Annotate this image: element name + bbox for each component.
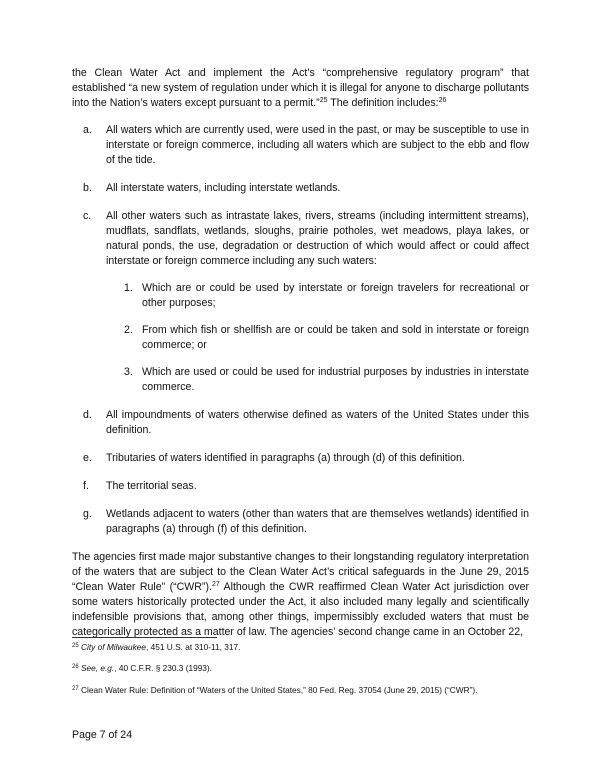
closing-paragraph: The agencies first made major substantive changes to their longstanding regulatory interpretation of the waters that are subject to the Clean Water Act’s critical safeguards in the June 29, 2015 “Clean Water Rule” (“CWR”).$^{27}$ Although the CWR reaffirmed Clean Water Act jurisdiction over some waters historically protected under the Act, it also included many legally and scientifically indefensible provisions that, among other things, impermissibly excluded waters that must be categorically protected as a matter of law. The agencies’ second change came in an October 22, (72, 551, 529, 638)
definition-item-a: a. All waters which are currently used, were used in the past, or may be susceptible to use in interstate or foreign commerce, including all waters which are subject to the ebb and flow of the tide. (83, 124, 529, 166)
definition-item-f: f. The territorial seas. (83, 480, 197, 492)
page-number: Page 7 of 24 (72, 729, 133, 741)
sub-item-3: 3. Which are used or could be used for industrial purposes by industries in interstate commerce. (124, 366, 529, 393)
definition-item-g: g. Wetlands adjacent to waters (other than waters that are themselves wetlands) identified in paragraphs (a) through (f) of this definition. (83, 508, 529, 535)
definition-item-b: b. All interstate waters, including interstate wetlands. (83, 182, 341, 194)
sub-item-2: 2. From which fish or shellfish are or could be taken and sold in interstate or foreign commerce; or (124, 324, 529, 351)
footnote-ref[interactable]: 25 (319, 97, 328, 104)
footnote-ref[interactable]: 27 (211, 581, 220, 588)
footnote-27: $^{27}$ Clean Water Rule: Definition of “Waters of the United States,” 80 Fed. Reg. 37054 (June 29, 2015) (“CWR”). (72, 685, 478, 695)
sub-list (106, 281, 529, 395)
footnote-26: $^{26}$ See, e.g., 40 C.F.R. § 230.3 (1993). (72, 663, 212, 673)
definition-item-d: d. All impoundments of waters otherwise defined as waters of the United States under this definition. (83, 409, 529, 436)
footnote-ref[interactable]: 26 (438, 97, 447, 104)
document-body (72, 66, 529, 640)
footnote-divider (72, 637, 217, 638)
definition-item-c: c. All other waters such as intrastate lakes, rivers, streams (including intermittent streams), mudflats, sandflats, wetlands, sloughs, prairie potholes, wet meadows, playa lakes, or natural ponds, the use, degradation or destruction of which would affect or could affect interstate or foreign commerce including any such waters: 1. Which are or could be used by interstate or foreign travelers for recreational or other purposes; 2. From which fish or shellfish are or could be taken and sold in interstate or foreign commerce; or 3. Which are used or could be used for industrial purposes by industries in interstate commerce. (72, 209, 529, 395)
intro-paragraph: the Clean Water Act and implement the Act’s “comprehensive regulatory program” that established “a new system of regulation under which it is illegal for anyone to discharge pollutants into the Nation’s waters except pursuant to a permit.”$^{25}$ The definition includes:$^{26}$ (72, 67, 529, 109)
definition-item-e: e. Tributaries of waters identified in paragraphs (a) through (d) of this definition. (83, 452, 465, 464)
sub-item-1: 1. Which are or could be used by interstate or foreign travelers for recreational or other purposes; (124, 282, 529, 309)
footnote-25: $^{25}$ City of Milwaukee, 451 U.S. at 310-11, 317. (72, 642, 241, 652)
